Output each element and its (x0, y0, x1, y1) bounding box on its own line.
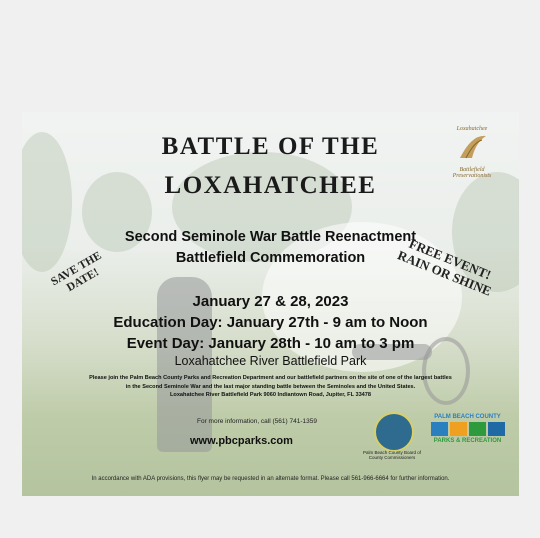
event-day: Event Day: January 28th - 10 am to 3 pm (126, 335, 415, 352)
wave-icon (431, 422, 448, 436)
description-paragraph: Please join the Palm Beach County Parks and Recreation Department and our battlefield partners on the site of one of the largest battles in the Second Seminole War and the last major standing battle between the Seminoles and the United States. Loxahatchee River Battlefield Park 9060 Indiantown Road, Jupiter, FL 33478 (89, 375, 452, 399)
seal-caption: Palm Beach County Board of County Commissioners (362, 450, 422, 461)
website-link[interactable]: www.pbcparks.com (190, 435, 293, 447)
info-phone: For more information, call (561) 741-1359 (197, 418, 317, 425)
free-event-badge: FREE EVENT! RAIN OR SHINE (395, 235, 494, 299)
title-line-2: LOXAHATCHEE (164, 172, 377, 199)
county-seal-icon (374, 412, 414, 452)
park-name: Loxahatchee River Battlefield Park (174, 354, 367, 368)
ada-notice: In accordance with ADA provisions, this flyer may be requested in an alternate format. Please call 561-966-6664 for further information. (91, 476, 450, 482)
water-icon (488, 422, 505, 436)
subtitle-line-1: Second Seminole War Battle Reenactment (124, 229, 417, 245)
subtitle-line-2: Battlefield Commemoration (175, 250, 366, 266)
sun-icon (450, 422, 467, 436)
event-flyer (22, 112, 519, 496)
title-line-1: BATTLE OF THE (161, 133, 380, 160)
palm-icon (469, 422, 486, 436)
event-dates: January 27 & 28, 2023 (192, 293, 349, 310)
education-day: Education Day: January 27th - 9 am to Noon (113, 314, 428, 331)
parks-recreation-logo: PALM BEACH COUNTY PARKS & RECREATION (425, 414, 510, 444)
battlefield-logo: Loxahatchee Battlefield Preservationists (452, 126, 492, 179)
save-the-date-badge: SAVE THE DATE! (49, 249, 104, 295)
